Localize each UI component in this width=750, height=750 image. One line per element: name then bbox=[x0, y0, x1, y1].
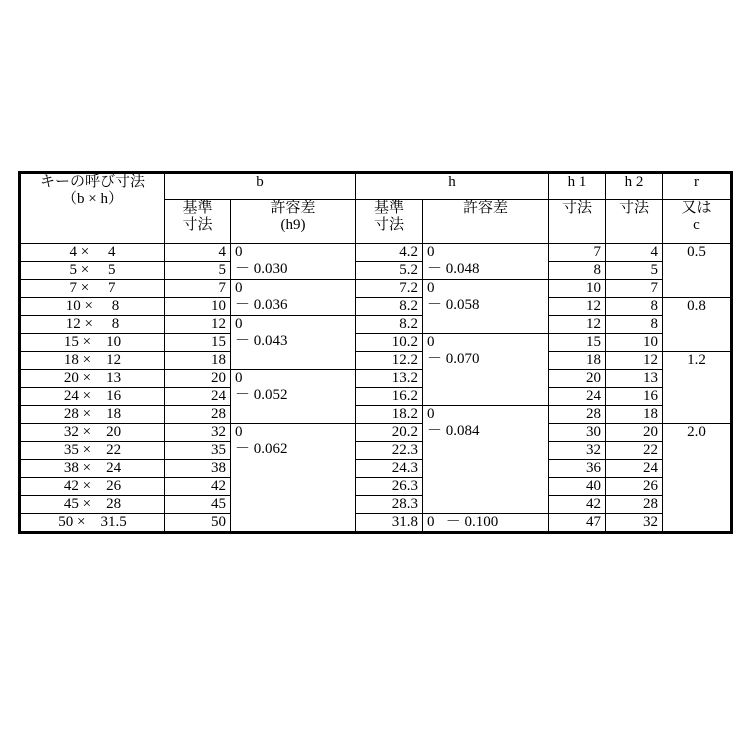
h2-cell: 7 bbox=[606, 280, 663, 298]
h-tolerance-lower: － 0.058 bbox=[427, 297, 480, 313]
r-value-cell: 2.0 bbox=[663, 424, 732, 533]
h2-cell: 12 bbox=[606, 352, 663, 370]
h1-cell: 24 bbox=[549, 388, 606, 406]
r-value-cell: 1.2 bbox=[663, 352, 732, 424]
h2-cell: 8 bbox=[606, 298, 663, 316]
h-basic-cell: 13.2 bbox=[356, 370, 423, 388]
h1-cell: 10 bbox=[549, 280, 606, 298]
b-tolerance-upper: 0 bbox=[235, 370, 243, 386]
key-size-cell: 7 × 7 bbox=[20, 280, 165, 298]
key-size-cell: 20 × 13 bbox=[20, 370, 165, 388]
h1-cell: 36 bbox=[549, 460, 606, 478]
b-tolerance-upper: 0 bbox=[235, 280, 243, 296]
h2-dimension-header: 寸法 bbox=[606, 200, 663, 244]
h1-cell: 8 bbox=[549, 262, 606, 280]
h-basic-cell: 10.2 bbox=[356, 334, 423, 352]
h1-cell: 20 bbox=[549, 370, 606, 388]
h2-cell: 18 bbox=[606, 406, 663, 424]
key-size-cell: 28 × 18 bbox=[20, 406, 165, 424]
h2-cell: 20 bbox=[606, 424, 663, 442]
h1-header: h 1 bbox=[549, 173, 606, 200]
b-tolerance-cell bbox=[231, 370, 356, 424]
key-dimension-table bbox=[18, 171, 733, 534]
key-size-cell: 32 × 20 bbox=[20, 424, 165, 442]
h1-cell: 32 bbox=[549, 442, 606, 460]
table-row bbox=[20, 244, 732, 262]
h-basic-cell: 28.3 bbox=[356, 496, 423, 514]
key-dimension-table-container bbox=[18, 171, 733, 534]
table-row bbox=[20, 298, 732, 316]
key-size-cell: 42 × 26 bbox=[20, 478, 165, 496]
b-tolerance-lower: － 0.030 bbox=[235, 261, 288, 277]
table-row bbox=[20, 442, 732, 460]
key-size-cell: 18 × 12 bbox=[20, 352, 165, 370]
h-tolerance-cell bbox=[423, 406, 549, 514]
h-basic-cell: 20.2 bbox=[356, 424, 423, 442]
h-basic-cell: 22.3 bbox=[356, 442, 423, 460]
r-header: r bbox=[663, 173, 732, 200]
h-basic-cell: 12.2 bbox=[356, 352, 423, 370]
b-header: b bbox=[165, 173, 356, 200]
key-size-cell: 4 × 4 bbox=[20, 244, 165, 262]
h2-cell: 4 bbox=[606, 244, 663, 262]
b-basic-cell: 32 bbox=[165, 424, 231, 442]
h2-header: h 2 bbox=[606, 173, 663, 200]
table-row bbox=[20, 496, 732, 514]
b-basic-cell: 24 bbox=[165, 388, 231, 406]
h1-cell: 18 bbox=[549, 352, 606, 370]
b-tolerance-lower: － 0.062 bbox=[235, 441, 288, 457]
h1-cell: 42 bbox=[549, 496, 606, 514]
table-row bbox=[20, 478, 732, 496]
b-basic-cell: 15 bbox=[165, 334, 231, 352]
key-size-cell: 12 × 8 bbox=[20, 316, 165, 334]
h-tolerance-upper: 0 bbox=[427, 406, 435, 422]
h1-cell: 47 bbox=[549, 514, 606, 533]
b-tolerance-cell bbox=[231, 424, 356, 533]
h1-cell: 40 bbox=[549, 478, 606, 496]
b-basic-cell: 10 bbox=[165, 298, 231, 316]
b-basic-cell: 4 bbox=[165, 244, 231, 262]
b-tolerance-upper: 0 bbox=[235, 244, 243, 260]
key-size-cell: 10 × 8 bbox=[20, 298, 165, 316]
h-tolerance-upper: 0 bbox=[427, 334, 435, 350]
b-basic-cell: 45 bbox=[165, 496, 231, 514]
b-tolerance-cell bbox=[231, 280, 356, 316]
h-basic-header-line-2: 寸法 bbox=[373, 217, 404, 233]
h2-cell: 28 bbox=[606, 496, 663, 514]
h1-cell: 12 bbox=[549, 316, 606, 334]
key-size-cell: 45 × 28 bbox=[20, 496, 165, 514]
h-header: h bbox=[356, 173, 549, 200]
h2-cell: 22 bbox=[606, 442, 663, 460]
h-basic-header-line-1: 基準 bbox=[373, 200, 404, 216]
b-tolerance-lower: － 0.036 bbox=[235, 297, 288, 313]
table-row bbox=[20, 316, 732, 334]
h1-cell: 7 bbox=[549, 244, 606, 262]
b-tolerance-header bbox=[231, 200, 356, 244]
table-row bbox=[20, 514, 732, 533]
h2-cell: 8 bbox=[606, 316, 663, 334]
b-basic-cell: 20 bbox=[165, 370, 231, 388]
h-basic-cell: 8.2 bbox=[356, 298, 423, 316]
h1-cell: 12 bbox=[549, 298, 606, 316]
table-row bbox=[20, 280, 732, 298]
b-tolerance-cell bbox=[231, 316, 356, 370]
key-size-cell: 35 × 22 bbox=[20, 442, 165, 460]
h-basic-cell: 16.2 bbox=[356, 388, 423, 406]
h-tolerance-upper: 0 bbox=[427, 244, 435, 260]
h2-cell: 5 bbox=[606, 262, 663, 280]
b-basic-cell: 18 bbox=[165, 352, 231, 370]
h-tolerance-cell bbox=[423, 334, 549, 406]
b-basic-cell: 50 bbox=[165, 514, 231, 533]
h-tolerance-lower: － 0.070 bbox=[427, 351, 480, 367]
h1-cell: 28 bbox=[549, 406, 606, 424]
table-row bbox=[20, 406, 732, 424]
h-tolerance-cell bbox=[423, 244, 549, 280]
h-basic-cell: 7.2 bbox=[356, 280, 423, 298]
b-basic-cell: 35 bbox=[165, 442, 231, 460]
r-value-cell: 0.8 bbox=[663, 298, 732, 352]
r-or-c-header bbox=[663, 200, 732, 244]
key-size-cell: 24 × 16 bbox=[20, 388, 165, 406]
b-basic-cell: 42 bbox=[165, 478, 231, 496]
h2-cell: 16 bbox=[606, 388, 663, 406]
h-tolerance-cell bbox=[423, 280, 549, 334]
key-size-header-line-1: キーの呼び寸法 bbox=[39, 174, 145, 190]
b-basic-header-line-2: 寸法 bbox=[182, 217, 213, 233]
b-tolerance-header-line-2: (h9) bbox=[280, 217, 306, 233]
table-row bbox=[20, 460, 732, 478]
b-tolerance-upper: 0 bbox=[235, 424, 243, 440]
key-size-header-line-2: （b × h） bbox=[62, 191, 123, 207]
key-size-cell: 5 × 5 bbox=[20, 262, 165, 280]
h-tolerance-lower: － 0.100 bbox=[445, 514, 499, 530]
table-row bbox=[20, 334, 732, 352]
h-tolerance-lower: － 0.084 bbox=[427, 423, 480, 439]
b-basic-header bbox=[165, 200, 231, 244]
b-tolerance-lower: － 0.052 bbox=[235, 387, 288, 403]
b-basic-cell: 5 bbox=[165, 262, 231, 280]
h2-cell: 10 bbox=[606, 334, 663, 352]
h-tolerance-upper: 0 bbox=[427, 514, 435, 530]
table-row bbox=[20, 370, 732, 388]
b-basic-cell: 7 bbox=[165, 280, 231, 298]
b-basic-cell: 38 bbox=[165, 460, 231, 478]
h-basic-cell: 31.8 bbox=[356, 514, 423, 533]
r-value-cell: 0.5 bbox=[663, 244, 732, 298]
h2-cell: 24 bbox=[606, 460, 663, 478]
h1-cell: 30 bbox=[549, 424, 606, 442]
key-size-cell: 15 × 10 bbox=[20, 334, 165, 352]
table-row bbox=[20, 352, 732, 370]
h-basic-cell: 5.2 bbox=[356, 262, 423, 280]
key-size-cell: 50 × 31.5 bbox=[20, 514, 165, 533]
h-tolerance-cell bbox=[423, 514, 549, 533]
h1-cell: 15 bbox=[549, 334, 606, 352]
h-basic-cell: 8.2 bbox=[356, 316, 423, 334]
b-tolerance-cell bbox=[231, 244, 356, 280]
table-row bbox=[20, 262, 732, 280]
h2-cell: 13 bbox=[606, 370, 663, 388]
table-row bbox=[20, 388, 732, 406]
h1-dimension-header: 寸法 bbox=[549, 200, 606, 244]
key-size-header bbox=[20, 173, 165, 244]
h-tolerance-header: 許容差 bbox=[423, 200, 549, 244]
table-row bbox=[20, 424, 732, 442]
b-tolerance-lower: － 0.043 bbox=[235, 333, 288, 349]
b-tolerance-upper: 0 bbox=[235, 316, 243, 332]
h-basic-cell: 24.3 bbox=[356, 460, 423, 478]
h2-cell: 26 bbox=[606, 478, 663, 496]
key-size-cell: 38 × 24 bbox=[20, 460, 165, 478]
h-tolerance-lower: － 0.048 bbox=[427, 261, 480, 277]
h-basic-cell: 4.2 bbox=[356, 244, 423, 262]
b-tolerance-header-line-1: 許容差 bbox=[270, 200, 316, 216]
b-basic-header-line-1: 基準 bbox=[182, 200, 213, 216]
r-or-c-header-line-1: 又は bbox=[681, 200, 712, 216]
h2-cell: 32 bbox=[606, 514, 663, 533]
h-tolerance-upper: 0 bbox=[427, 280, 435, 296]
b-basic-cell: 12 bbox=[165, 316, 231, 334]
r-or-c-header-line-2: c bbox=[693, 217, 700, 233]
header-row-1 bbox=[20, 173, 732, 200]
h-basic-cell: 26.3 bbox=[356, 478, 423, 496]
h-basic-cell: 18.2 bbox=[356, 406, 423, 424]
b-basic-cell: 28 bbox=[165, 406, 231, 424]
h-basic-header bbox=[356, 200, 423, 244]
